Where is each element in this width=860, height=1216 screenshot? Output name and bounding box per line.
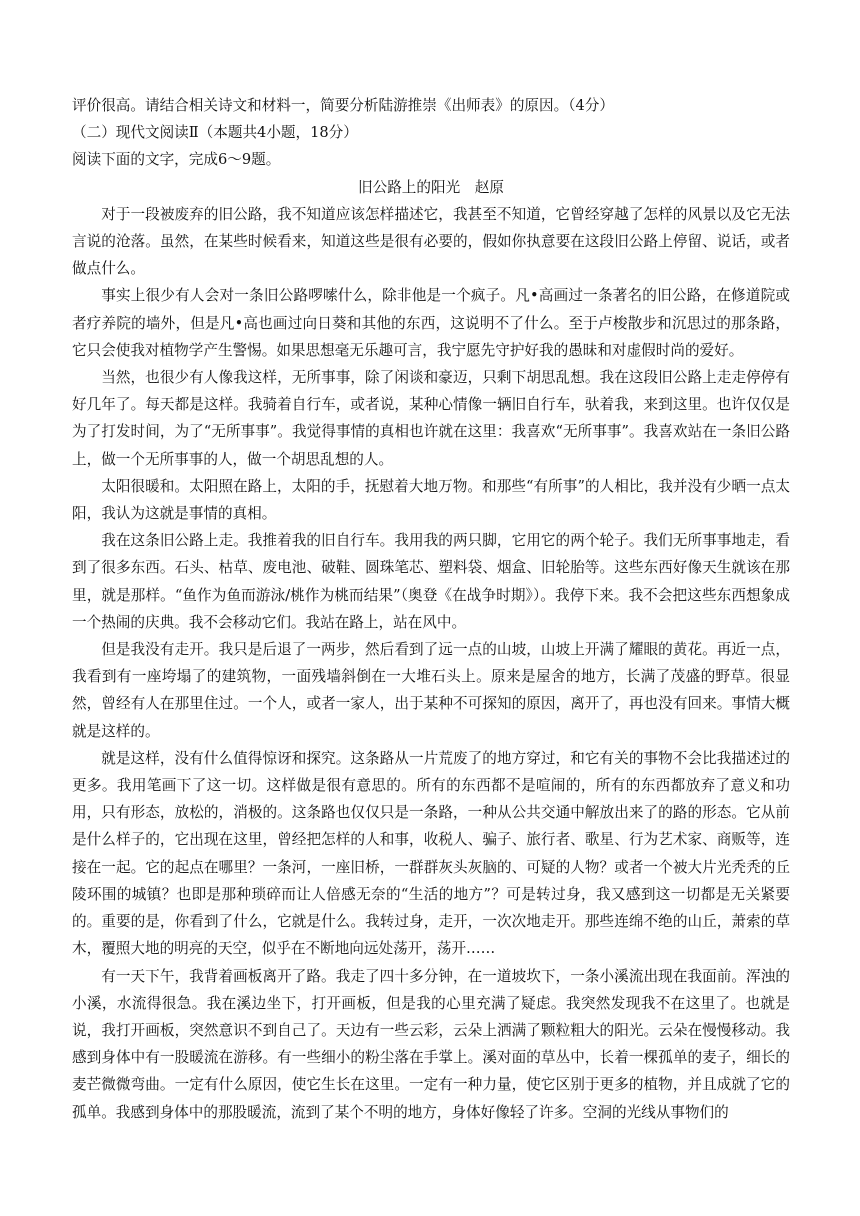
article-paragraph-5: 我在这条旧公路上走。我推着我的旧自行车。我用我的两只脚，它用它的两个轮子。我们无所事事地走，看到了很多东西。石头、枯草、废电池、破鞋、圆珠笔芯、塑料袋、烟盒、旧轮胎等。这些东西好像天生就该在那里，就是那样。“鱼作为鱼而游泳/桃作为桃而结果”（奥登《在战争时期》）。我停下来。我不会把这些东西想象成一个热闹的庆典。我不会移动它们。我站在路上，站在风中。 xyxy=(72,532,790,631)
article-paragraph-4: 太阳很暖和。太阳照在路上，太阳的手，抚慰着大地万物。和那些“有所事”的人相比，我并没有少晒一点太阳，我认为这就是事情的真相。 xyxy=(72,477,790,523)
article-paragraph-1: 对于一段被废弃的旧公路，我不知道应该怎样描述它，我甚至不知道，它曾经穿越了怎样的风景以及它无法言说的沧落。虽然，在某些时候看来，知道这些是很有必要的，假如你执意要在这段旧公路上停留、说话，或者做点什么。 xyxy=(72,205,790,278)
article-paragraph-6: 但是我没有走开。我只是后退了一两步，然后看到了远一点的山坡，山坡上开满了耀眼的黄花。再近一点，我看到有一座垮塌了的建筑物，一面残墙斜倒在一大堆石头上。原来是屋舍的地方，长满了茂盛的野草。很显然，曾经有人在那里住过。一个人，或者一家人，出于某种不可探知的原因，离开了，再也没有回来。事情大概就是这样的。 xyxy=(72,641,790,740)
article-paragraph-7: 就是这样，没有什么值得惊讶和探究。这条路从一片荒废了的地方穿过，和它有关的事物不会比我描述过的更多。我用笔画下了这一切。这样做是很有意思的。所有的东西都不是喧闹的，所有的东西都放弃了意义和功用，只有形态，放松的，消极的。这条路也仅仅只是一条路，一种从公共交通中解放出来了的路的形态。它从前是什么样子的，它出现在这里，曾经把怎样的人和事，收税人、骗子、旅行者、歌星、行为艺术家、商贩等，连接在一起。它的起点在哪里？一条河，一座旧桥，一群群灰头灰脑的、可疑的人物？或者一个被大片光秃秃的丘陵环围的城镇？也即是那种琐碎而让人倍感无奈的“生活的地方”？可是转过身，我又感到这一切都是无关紧要的。重要的是，你看到了什么，它就是什么。我转过身，走开，一次次地走开。那些连绵不绝的山丘，萧索的草木，覆照大地的明亮的天空，似乎在不断地向远处荡开，荡开…… xyxy=(72,749,790,958)
article-paragraph-3: 当然，也很少有人像我这样，无所事事，除了闲谈和豪迈，只剩下胡思乱想。我在这段旧公路上走走停停有好几年了。每天都是这样。我骑着自行车，或者说，某种心情像一辆旧自行车，驮着我，来到这里。也许仅仅是为了打发时间，为了“无所事事”。我觉得事情的真相也许就在这里：我喜欢“无所事事”。我喜欢站在一条旧公路上，做一个无所事事的人，做一个胡思乱想的人。 xyxy=(72,369,790,468)
question-tail: 评价很高。请结合相关诗文和材料一，简要分析陆游推崇《出师表》的原因。（4分） xyxy=(72,97,614,114)
section-heading: （二）现代文阅读Ⅱ（本题共4小题，18分） xyxy=(72,124,358,142)
article-title: 旧公路上的阳光 xyxy=(358,178,461,196)
reading-instruction: 阅读下面的文字，完成6～9题。 xyxy=(72,151,281,169)
article-paragraph-8: 有一天下午，我背着画板离开了路。我走了四十多分钟，在一道坡坎下，一条小溪流出现在我面前。浑浊的小溪，水流得很急。我在溪边坐下，打开画板，但是我的心里充满了疑虑。我突然发现我不在这里了。也就是说，我打开画板，突然意识不到自己了。天边有一些云彩，云朵上洒满了颗粒粗大的阳光。云朵在慢慢移动。我感到身体中有一股暖流在游移。有一些细小的粉尘落在手掌上。溪对面的草丛中，长着一棵孤单的麦子，细长的麦芒微微弯曲。一定有什么原因，使它生长在这里。一定有一种力量，使它区别于更多的植物，并且成就了它的孤单。我感到身体中的那股暖流，流到了某个不明的地方，身体好像轻了许多。空洞的光线从事物们的 xyxy=(72,967,790,1121)
article-paragraph-2: 事实上很少有人会对一条旧公路啰嗦什么，除非他是一个疯子。凡•高画过一条著名的旧公路，在修道院或者疗养院的墙外，但是凡•高也画过向日葵和其他的东西，这说明不了什么。至于卢梭散步和沉思过的那条路，它只会使我对植物学产生警惕。如果思想毫无乐趣可言，我宁愿先守护好我的愚昧和对虚假时尚的爱好。 xyxy=(72,287,790,359)
exam-page xyxy=(72,92,790,1126)
article-author: 赵原 xyxy=(474,178,504,196)
article-title-line xyxy=(72,174,790,201)
